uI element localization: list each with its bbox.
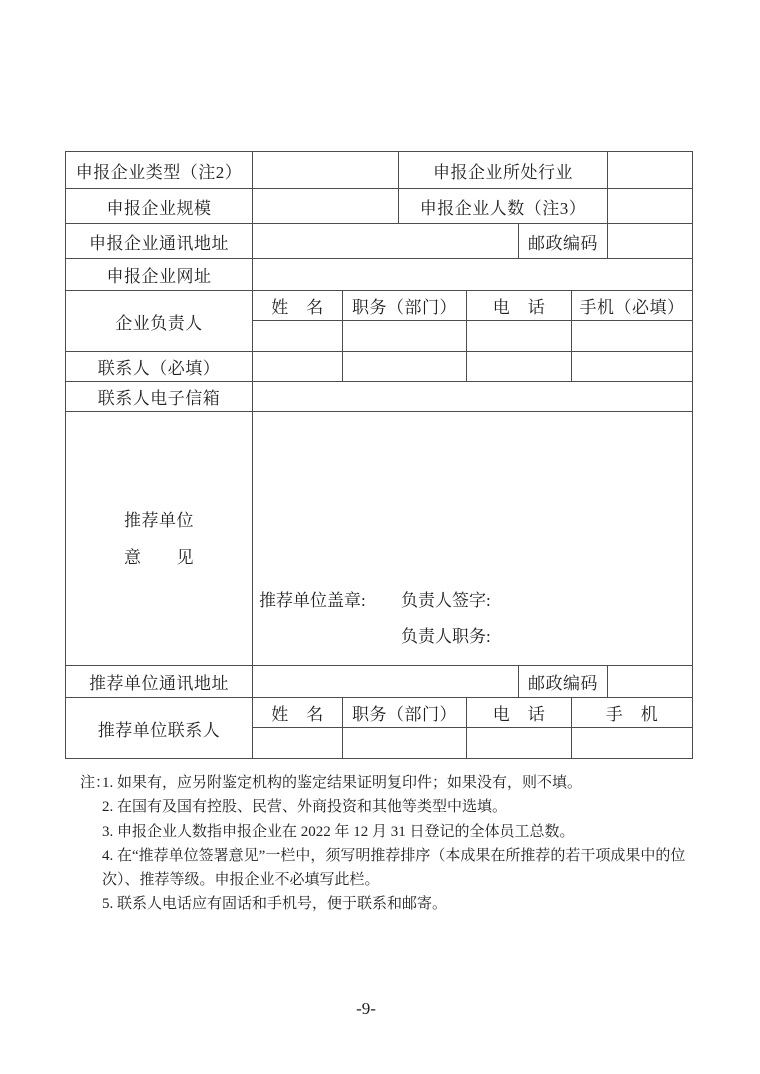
notes-list xyxy=(102,771,694,917)
contact-mobile-cell xyxy=(572,352,693,382)
row-contact-email xyxy=(66,382,693,412)
company-scale-value-cell xyxy=(253,189,399,224)
recommend-opinion-label-line2: 意 见 xyxy=(124,547,194,567)
row-company-head-header xyxy=(66,291,693,321)
company-postal-label: 邮政编码 xyxy=(519,224,608,259)
recommend-contact-label: 推荐单位联系人 xyxy=(66,698,253,759)
note-item-4: 4. 在“推荐单位签署意见”一栏中，须写明推荐排序（本成果在所推荐的若干项成果中的位次）、推荐等级。申报企业不必填写此栏。 xyxy=(102,847,686,889)
row-company-website xyxy=(66,259,693,291)
recommend-opinion-content-cell xyxy=(253,412,693,666)
head-phone-header: 电 话 xyxy=(467,291,572,321)
notes-prefix: 注： xyxy=(80,775,111,791)
recommend-postal-label: 邮政编码 xyxy=(519,666,608,698)
recommend-seal-label: 推荐单位盖章: xyxy=(259,591,366,610)
industry-value-cell xyxy=(608,152,693,189)
company-type-value-cell xyxy=(253,152,399,189)
company-website-value-cell xyxy=(253,259,693,291)
row-contact-person xyxy=(66,352,693,382)
contact-phone-cell xyxy=(467,352,572,382)
note-item-3: 3. 申报企业人数指申报企业在 2022 年 12 月 31 日登记的全体员工总数。 xyxy=(102,823,575,840)
recommend-address-label: 推荐单位通讯地址 xyxy=(66,666,253,698)
contact-person-label: 联系人（必填） xyxy=(66,352,253,382)
recommend-phone-header: 电 话 xyxy=(467,698,572,728)
recommend-opinion-label-line1: 推荐单位 xyxy=(124,510,194,530)
company-address-label: 申报企业通讯地址 xyxy=(66,224,253,259)
recommend-position-header: 职务（部门） xyxy=(343,698,467,728)
company-postal-value-cell xyxy=(608,224,693,259)
head-position-cell xyxy=(343,321,467,352)
row-company-address xyxy=(66,224,693,259)
recommend-postal-value-cell xyxy=(608,666,693,698)
recommend-mobile-header: 手 机 xyxy=(572,698,693,728)
recommend-sign-label: 负责人签字: xyxy=(401,591,491,610)
notes-section xyxy=(80,771,694,917)
head-phone-cell xyxy=(467,321,572,352)
note-item-2: 2. 在国有及国有控股、民营、外商投资和其他等类型中选填。 xyxy=(102,799,508,816)
recommend-position-label: 负责人职务: xyxy=(401,627,491,646)
row-company-type xyxy=(66,152,693,189)
page-number: -9- xyxy=(356,999,376,1018)
head-name-cell xyxy=(253,321,343,352)
employee-count-label: 申报企业人数（注3） xyxy=(399,189,608,224)
recommend-name-cell xyxy=(253,728,343,759)
application-form-table xyxy=(65,151,693,759)
head-mobile-cell xyxy=(572,321,693,352)
recommend-position-cell xyxy=(343,728,467,759)
row-company-scale xyxy=(66,189,693,224)
contact-email-value-cell xyxy=(253,382,693,412)
row-recommend-opinion xyxy=(66,412,693,666)
company-address-value-cell xyxy=(253,224,519,259)
industry-label: 申报企业所处行业 xyxy=(399,152,608,189)
company-scale-label: 申报企业规模 xyxy=(66,189,253,224)
row-recommend-contact-header xyxy=(66,698,693,728)
head-name-header: 姓 名 xyxy=(253,291,343,321)
company-head-label: 企业负责人 xyxy=(66,291,253,352)
contact-position-cell xyxy=(343,352,467,382)
row-recommend-address xyxy=(66,666,693,698)
note-item-1: 1. 如果有，应另附鉴定机构的鉴定结果证明复印件；如果没有，则不填。 xyxy=(102,775,583,791)
company-type-label: 申报企业类型（注2） xyxy=(66,152,253,189)
contact-name-cell xyxy=(253,352,343,382)
head-mobile-header: 手机（必填） xyxy=(572,291,693,321)
recommend-opinion-label xyxy=(66,412,253,666)
recommend-address-value-cell xyxy=(253,666,519,698)
company-website-label: 申报企业网址 xyxy=(66,259,253,291)
note-item-5: 5. 联系人电话应有固话和手机号，便于联系和邮寄。 xyxy=(102,896,448,913)
head-position-header: 职务（部门） xyxy=(343,291,467,321)
recommend-name-header: 姓 名 xyxy=(253,698,343,728)
contact-email-label: 联系人电子信箱 xyxy=(66,382,253,412)
employee-count-value-cell xyxy=(608,189,693,224)
recommend-mobile-cell xyxy=(572,728,693,759)
recommend-phone-cell xyxy=(467,728,572,759)
